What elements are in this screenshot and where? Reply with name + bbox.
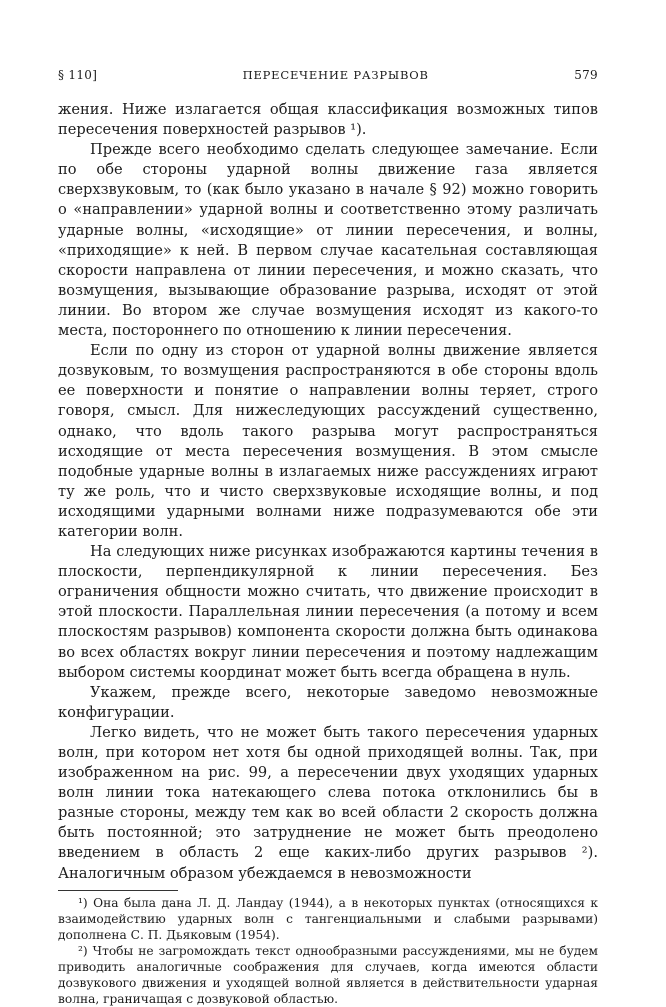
paragraph: На следующих ниже рисунках изображаются картины течения в плоскости, перпендикулярной к линии пересечения. Без ограничения общности можно считать, что движение происходит в этой плоскости. Параллельная линии пересечения (а потому и всем плоскостям разрывов) компонента скорости должна быть одинакова во всех областях вокруг линии пересечения и поэтому надлежащим выбором системы координат может быть всегда обращена в нуль.	[58, 543, 598, 681]
paragraph: Если по одну из сторон от ударной волны движение является дозвуковым, то возмущения распространяются в обе стороны вдоль ее поверхности и понятие о направлении волны теряет, строго говоря, смысл. Для нижеследующих рассуждений существенно, однако, что вдоль такого разрыва могут распространяться исходящие от места пересечения возмущения. В этом смысле подобные ударные волны в излагаемых ниже рассуждениях играют ту же роль, что и чисто сверхзвуковые исходящие волны, и под исходящими ударными волнами ниже подразумеваются обе эти категории волн.	[58, 342, 598, 540]
paragraph: Легко видеть, что не может быть такого пересечения ударных волн, при котором нет хотя бы одной приходящей волны. Так, при изображенном на рис. 99, а пересечении двух уходящих ударных волн линии тока натекающего слева потока отклонились бы в разные стороны, между тем как во всей области 2 скорость должна быть постоянной; это затруднение не может быть преодолено введением в область 2 еще каких-либо других разрывов ²). Аналогичным образом убеждаемся в невозможности	[58, 723, 598, 882]
page-header	[58, 68, 598, 82]
running-title: ПЕРЕСЕЧЕНИЕ РАЗРЫВОВ	[242, 68, 429, 82]
paragraph: Укажем, прежде всего, некоторые заведомо невозможные конфигурации.	[58, 683, 598, 721]
book-page	[58, 68, 598, 1007]
paragraph: Прежде всего необходимо сделать следующее замечание. Если по обе стороны ударной волны движение газа является сверхзвуковым, то (как было указано в начале § 92) можно говорить о «направлении» ударной волны и соответственно этому различать ударные волны, «исходящие» от линии пересечения, и волны, «приходящие» к ней. В первом случае касательная составляющая скорости направлена от линии пересечения, и можно сказать, что возмущения, вызывающие образование разрыва, исходят от этой линии. Во втором же случае возмущения исходят из какого-то места, постороннего по отношению к линии пересечения.	[58, 141, 598, 340]
body-text	[58, 100, 598, 884]
footnote: ²) Чтобы не загромождать текст однообразными рассуждениями, мы не будем приводить аналогичные соображения для случаев, когда имеются области дозвукового движения и уходящей волной является в действительности ударная волна, граничащая с дозвуковой областью.	[58, 943, 598, 1006]
footnote-divider	[58, 890, 178, 891]
page-number: 579	[574, 68, 598, 82]
section-marker: § 110]	[58, 68, 98, 82]
footnote: ¹) Она была дана Л. Д. Ландау (1944), а в некоторых пунктах (относящихся к взаимодействию ударных волн с тангенциальными и слабыми разрывами) дополнена С. П. Дьяковым (1954).	[58, 895, 598, 942]
paragraph-continuation: жения. Ниже излагается общая классификация возможных типов пересечения поверхностей разрывов ¹).	[58, 101, 598, 139]
footnotes	[58, 895, 598, 1007]
